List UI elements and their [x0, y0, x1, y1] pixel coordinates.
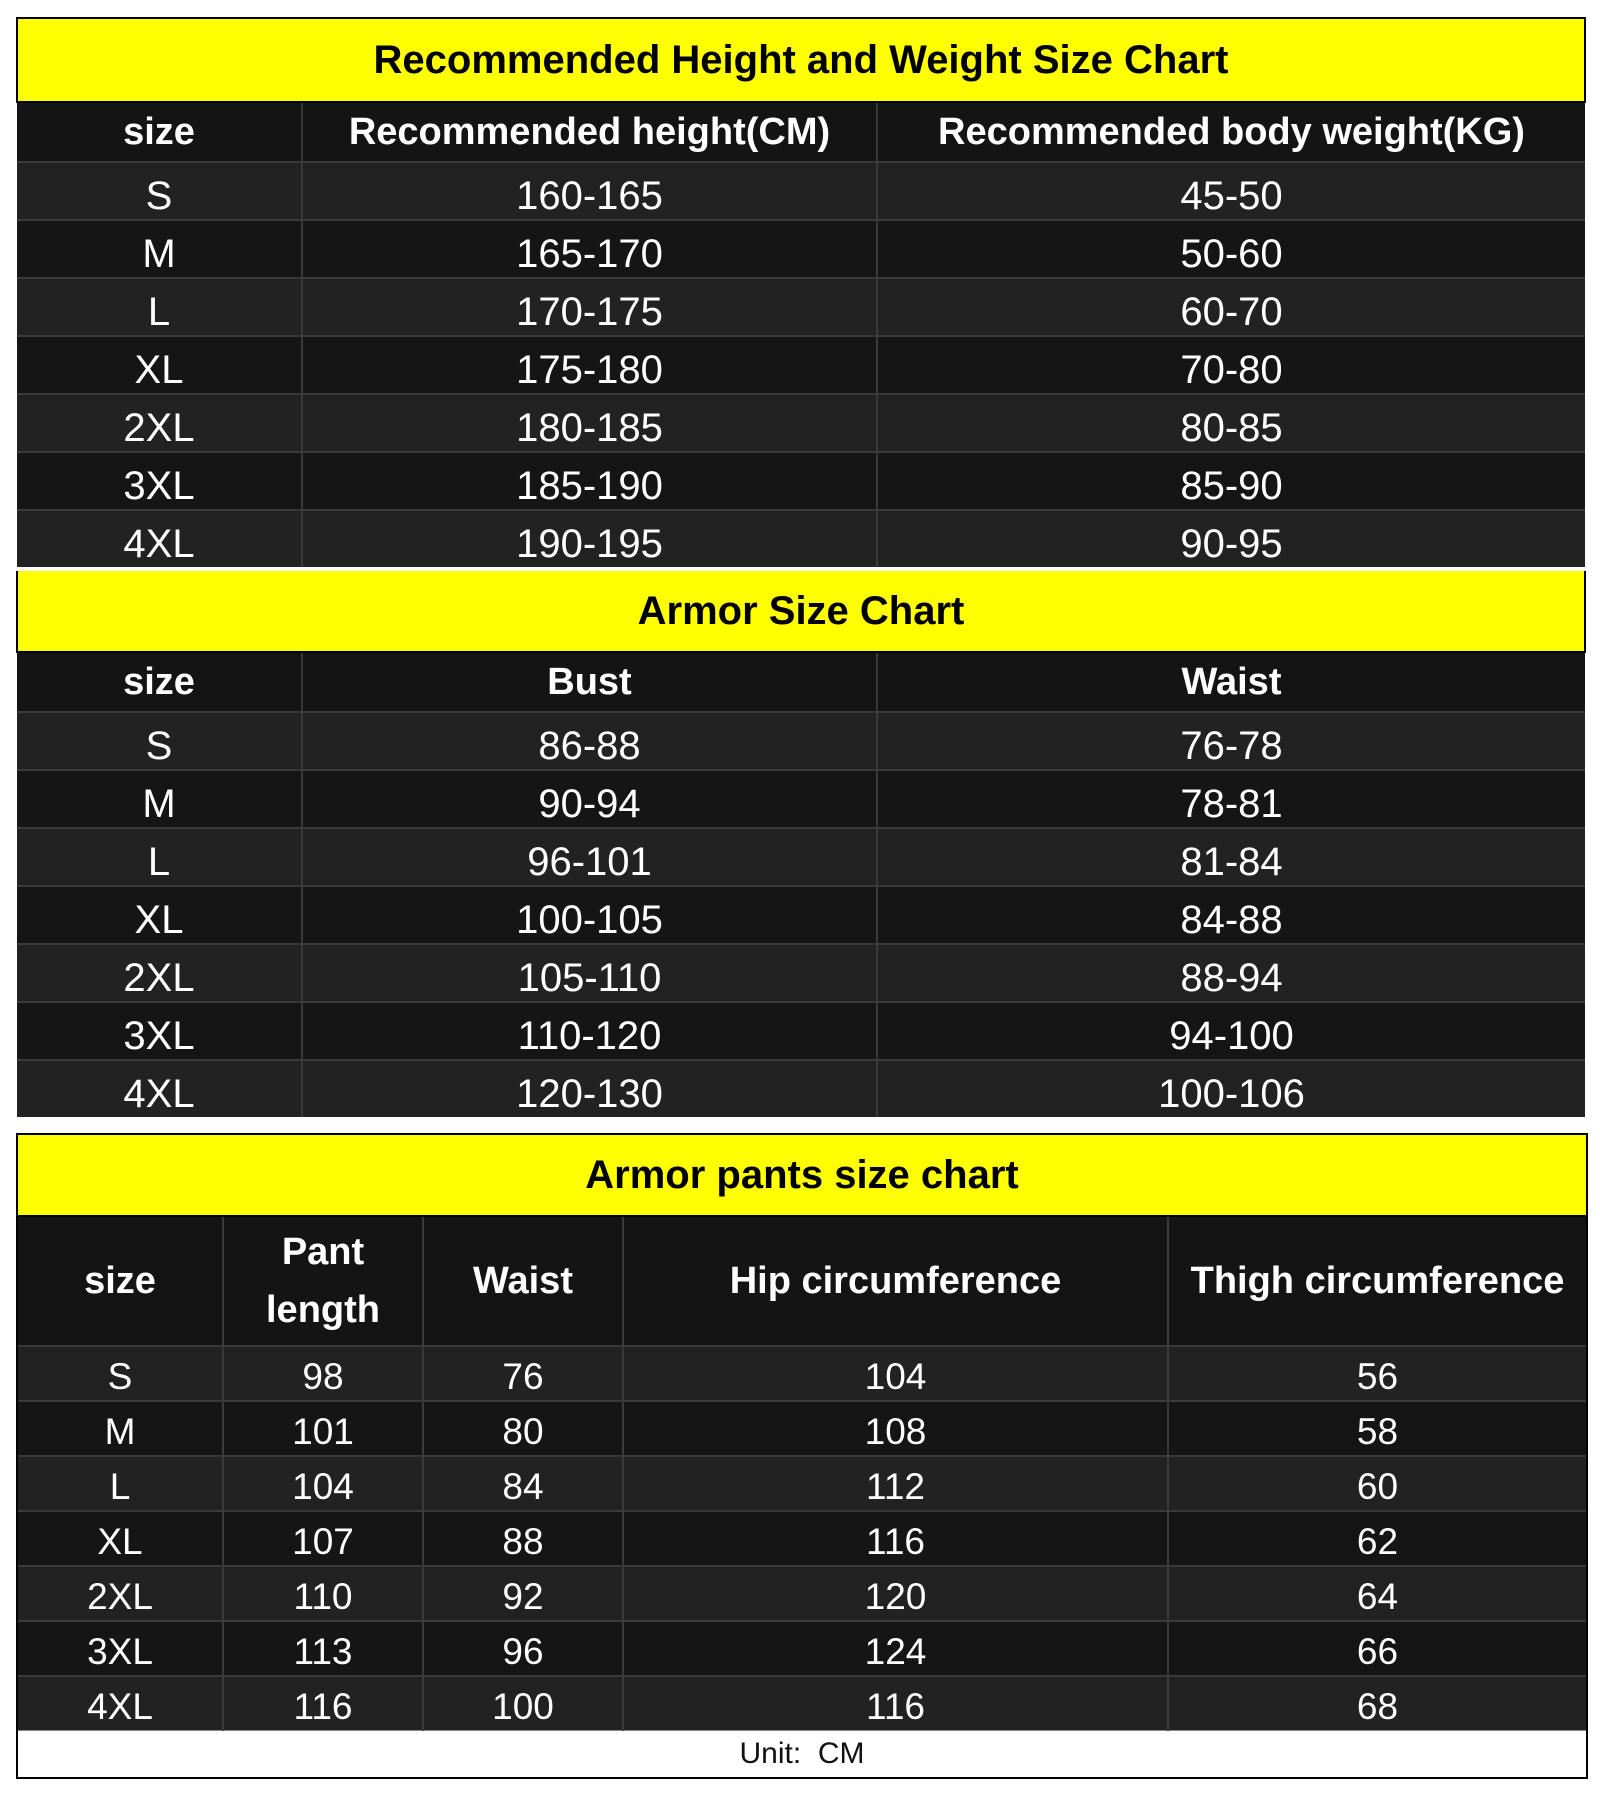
value-cell: 80 [423, 1401, 623, 1456]
value-cell: 104 [223, 1456, 423, 1511]
column-header: Recommended body weight(KG) [877, 102, 1585, 162]
value-cell: 98 [223, 1346, 423, 1401]
header-row [18, 1216, 1586, 1346]
value-cell: 120-130 [302, 1060, 877, 1117]
value-cell: 120 [623, 1566, 1168, 1621]
size-cell: XL [17, 336, 302, 394]
value-cell: 76 [423, 1346, 623, 1401]
value-cell: 124 [623, 1621, 1168, 1676]
value-cell: 185-190 [302, 452, 877, 510]
table-row [18, 1566, 1586, 1621]
table-row [17, 1002, 1585, 1060]
value-cell: 190-195 [302, 510, 877, 567]
value-cell: 160-165 [302, 162, 877, 220]
section-title: Armor Size Chart [17, 571, 1585, 652]
size-cell: XL [18, 1511, 223, 1566]
size-cell: L [17, 828, 302, 886]
table-row [17, 886, 1585, 944]
column-header: Recommended height(CM) [302, 102, 877, 162]
section-title: Armor pants size chart [18, 1135, 1586, 1216]
value-cell: 100-105 [302, 886, 877, 944]
value-cell: 101 [223, 1401, 423, 1456]
size-cell: L [17, 278, 302, 336]
table-row [17, 394, 1585, 452]
column-header: size [18, 1216, 223, 1346]
column-header: Waist [423, 1216, 623, 1346]
value-cell: 68 [1168, 1676, 1586, 1731]
size-cell: 2XL [18, 1566, 223, 1621]
value-cell: 81-84 [877, 828, 1585, 886]
header-row [17, 652, 1585, 712]
value-cell: 45-50 [877, 162, 1585, 220]
value-cell: 88 [423, 1511, 623, 1566]
value-cell: 80-85 [877, 394, 1585, 452]
table-row [17, 510, 1585, 567]
size-cell: S [18, 1346, 223, 1401]
table-row [17, 336, 1585, 394]
table-row [18, 1511, 1586, 1566]
value-cell: 85-90 [877, 452, 1585, 510]
value-cell: 175-180 [302, 336, 877, 394]
armor-pants-size-chart [16, 1133, 1588, 1779]
value-cell: 86-88 [302, 712, 877, 770]
size-cell: S [17, 162, 302, 220]
table-row [18, 1621, 1586, 1676]
section-title: Recommended Height and Weight Size Chart [17, 18, 1585, 102]
size-cell: 3XL [17, 452, 302, 510]
value-cell: 70-80 [877, 336, 1585, 394]
unit-note: Unit: CM [18, 1731, 1586, 1778]
value-cell: 62 [1168, 1511, 1586, 1566]
header-row [17, 102, 1585, 162]
table-row [17, 162, 1585, 220]
size-cell: 2XL [17, 394, 302, 452]
column-header: size [17, 652, 302, 712]
size-cell: 3XL [18, 1621, 223, 1676]
value-cell: 84 [423, 1456, 623, 1511]
size-cell: S [17, 712, 302, 770]
value-cell: 90-95 [877, 510, 1585, 567]
table-row [17, 770, 1585, 828]
table-row [18, 1346, 1586, 1401]
value-cell: 66 [1168, 1621, 1586, 1676]
table-row [17, 712, 1585, 770]
table-row [17, 944, 1585, 1002]
table-row [18, 1676, 1586, 1731]
value-cell: 60 [1168, 1456, 1586, 1511]
value-cell: 170-175 [302, 278, 877, 336]
value-cell: 88-94 [877, 944, 1585, 1002]
value-cell: 96-101 [302, 828, 877, 886]
size-cell: 2XL [17, 944, 302, 1002]
height-weight-table [16, 17, 1586, 567]
value-cell: 180-185 [302, 394, 877, 452]
value-cell: 107 [223, 1511, 423, 1566]
armor-pants-table [18, 1135, 1586, 1777]
value-cell: 96 [423, 1621, 623, 1676]
value-cell: 116 [223, 1676, 423, 1731]
value-cell: 78-81 [877, 770, 1585, 828]
size-cell: M [18, 1401, 223, 1456]
column-header: Hip circumference [623, 1216, 1168, 1346]
value-cell: 105-110 [302, 944, 877, 1002]
height-weight-size-chart [16, 17, 1586, 567]
value-cell: 104 [623, 1346, 1168, 1401]
value-cell: 165-170 [302, 220, 877, 278]
value-cell: 116 [623, 1676, 1168, 1731]
size-cell: M [17, 220, 302, 278]
table-row [17, 828, 1585, 886]
value-cell: 108 [623, 1401, 1168, 1456]
size-cell: M [17, 770, 302, 828]
value-cell: 76-78 [877, 712, 1585, 770]
column-header: size [17, 102, 302, 162]
size-cell: 4XL [17, 510, 302, 567]
value-cell: 100 [423, 1676, 623, 1731]
table-row [17, 1060, 1585, 1117]
value-cell: 100-106 [877, 1060, 1585, 1117]
value-cell: 113 [223, 1621, 423, 1676]
table-row [18, 1456, 1586, 1511]
value-cell: 94-100 [877, 1002, 1585, 1060]
size-cell: 4XL [18, 1676, 223, 1731]
column-header: Pant length [223, 1216, 423, 1346]
value-cell: 116 [623, 1511, 1168, 1566]
size-cell: XL [17, 886, 302, 944]
size-cell: 4XL [17, 1060, 302, 1117]
table-row [18, 1401, 1586, 1456]
table-row [17, 278, 1585, 336]
value-cell: 56 [1168, 1346, 1586, 1401]
table-row [17, 220, 1585, 278]
column-header: Waist [877, 652, 1585, 712]
value-cell: 112 [623, 1456, 1168, 1511]
value-cell: 84-88 [877, 886, 1585, 944]
armor-table [16, 571, 1586, 1117]
table-row [17, 452, 1585, 510]
armor-size-chart [16, 571, 1586, 1117]
value-cell: 110 [223, 1566, 423, 1621]
size-cell: L [18, 1456, 223, 1511]
size-cell: 3XL [17, 1002, 302, 1060]
value-cell: 58 [1168, 1401, 1586, 1456]
column-header: Thigh circumference [1168, 1216, 1586, 1346]
value-cell: 92 [423, 1566, 623, 1621]
value-cell: 110-120 [302, 1002, 877, 1060]
value-cell: 64 [1168, 1566, 1586, 1621]
column-header: Bust [302, 652, 877, 712]
value-cell: 50-60 [877, 220, 1585, 278]
value-cell: 90-94 [302, 770, 877, 828]
value-cell: 60-70 [877, 278, 1585, 336]
